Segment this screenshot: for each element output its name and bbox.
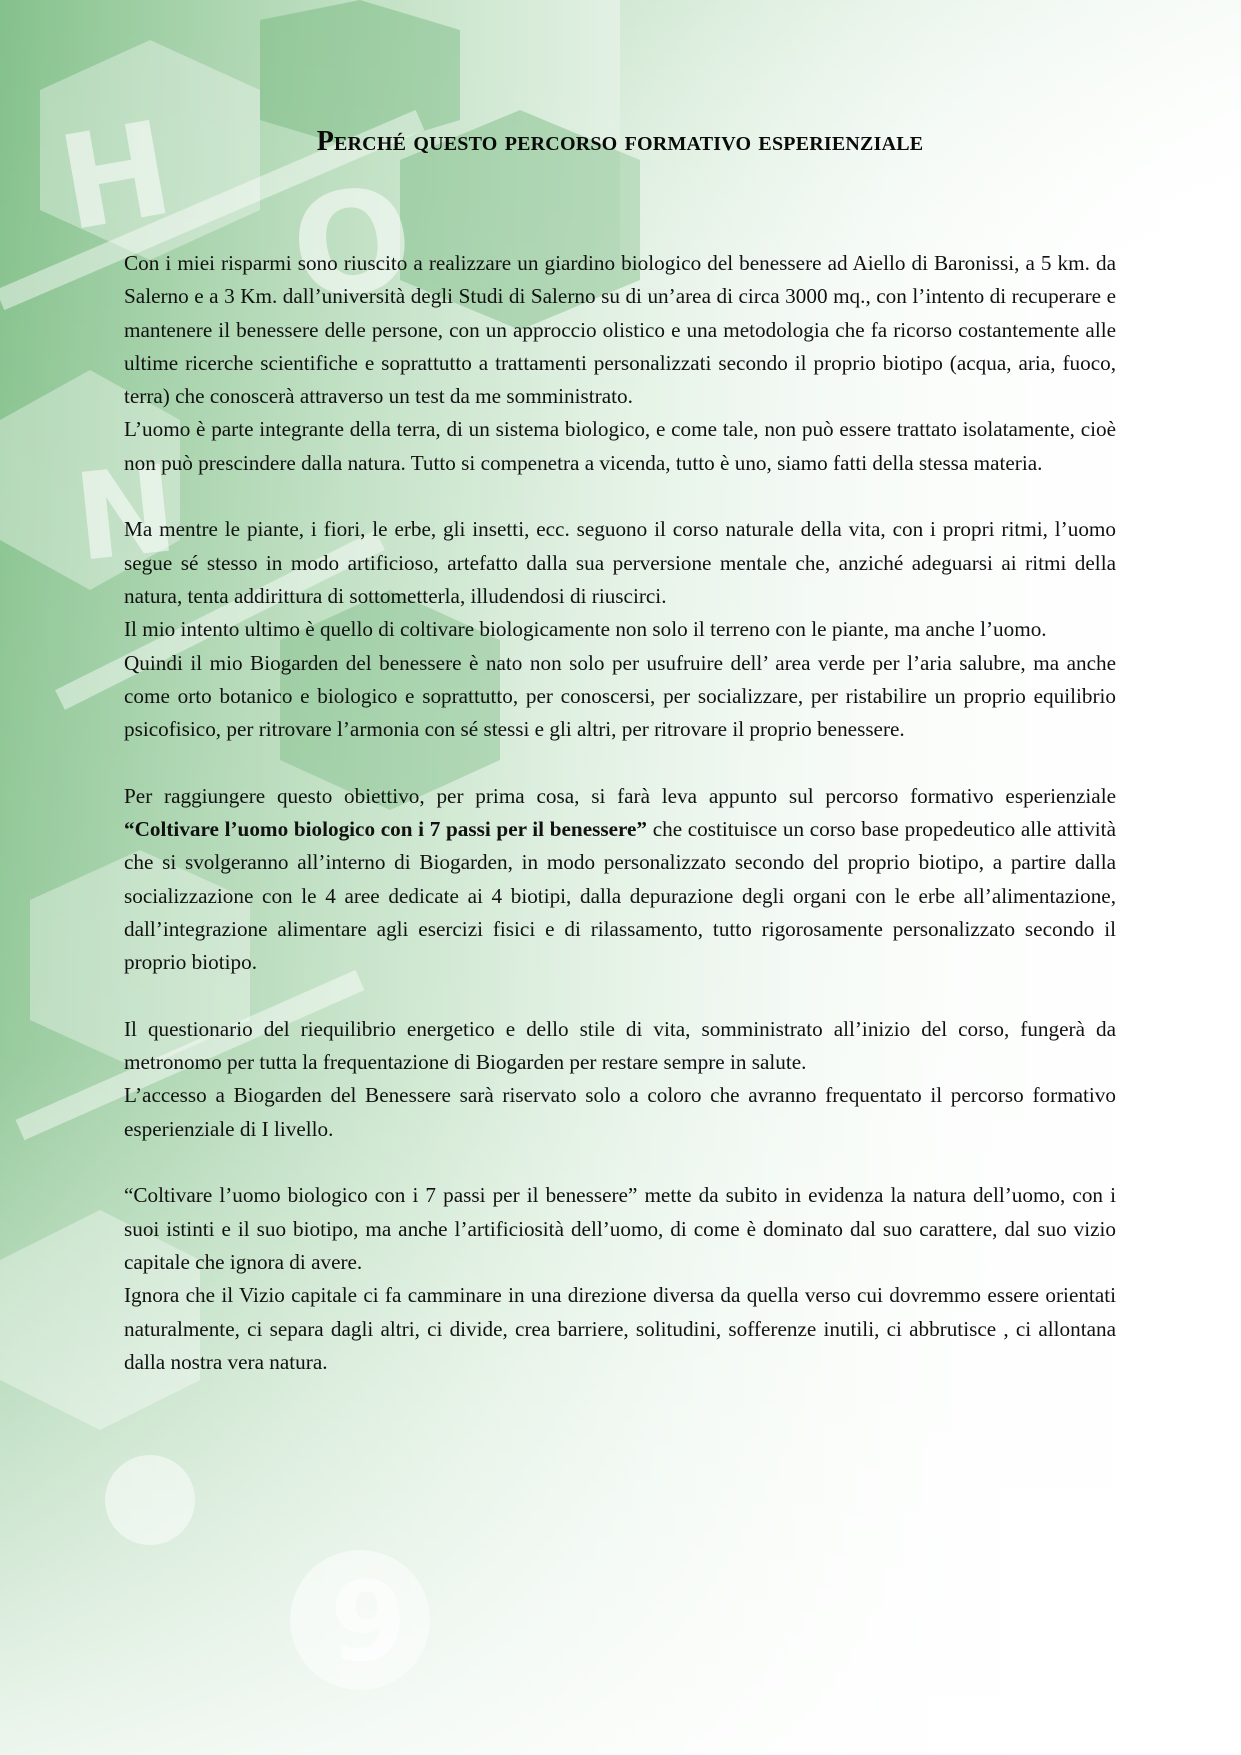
- paragraph-text: Per raggiungere questo obiettivo, per prima cosa, si farà leva appunto sul percorso formativo esperienziale: [124, 783, 1116, 808]
- paragraph: “Coltivare l’uomo biologico con i 7 passi per il benessere” mette da subito in evidenza la natura dell’uomo, con i suoi istinti e il suo biotipo, ma anche l’artificiosità dell’uomo, di come è dominato dal suo carattere, dal suo vizio capitale che ignora di avere.: [124, 1183, 1116, 1274]
- paragraph-text: che costituisce un corso base propedeutico alle attività che si svolgeranno all’interno di Biogarden, in modo personalizzato secondo del proprio biotipo, a partire dalla socializzazione con le 4 aree dedicate ai 4 biotipi, dalla depurazione degli organi con le erbe all’alimentazione, dall’integrazione alimentare agli esercizi fisici e di rilassamento, tutto rigorosamente personalizzato secondo il proprio biotipo.: [124, 817, 1116, 975]
- course-title-bold: “Coltivare l’uomo biologico con i 7 passi per il benessere”: [124, 817, 648, 842]
- paragraph: Quindi il mio Biogarden del benessere è nato non solo per usufruire dell’ area verde per l’aria salubre, ma anche come orto botanico e biologico e soprattutto, per conoscersi, per socializzare, per ristabilire un proprio equilibrio psicofisico, per ritrovare l’armonia con sé stessi e gli altri, per ritrovare il proprio benessere.: [124, 650, 1116, 742]
- paragraph: Il mio intento ultimo è quello di coltivare biologicamente non solo il terreno con le piante, ma anche l’uomo.: [124, 617, 1047, 642]
- paragraph: L’uomo è parte integrante della terra, di un sistema biologico, e come tale, non può essere trattato isolatamente, cioè non può prescindere dalla natura. Tutto si compenetra a vicenda, tutto è uno, siamo fatti della stessa materia.: [124, 417, 1116, 475]
- paragraph: Ignora che il Vizio capitale ci fa camminare in una direzione diversa da quella verso cui dovremmo essere orientati naturalmente, ci separa dagli altri, ci divide, crea barriere, solitudini, sofferenze inutili, ci abbrutisce , ci allontana dalla nostra vera natura.: [124, 1283, 1116, 1374]
- paragraph: L’accesso a Biogarden del Benessere sarà riservato solo a coloro che avranno frequentato il percorso formativo esperienziale di I livello.: [124, 1083, 1116, 1141]
- body-text: [124, 247, 1116, 1379]
- document-page: [124, 0, 1116, 1755]
- page-title: Perché questo percorso formativo esperienziale: [316, 126, 924, 157]
- paragraph: Ma mentre le piante, i fiori, le erbe, gli insetti, ecc. seguono il corso naturale della vita, con i propri ritmi, l’uomo segue sé stesso in modo artificioso, artefatto dalla sua perversione mentale che, anziché adeguarsi ai ritmi della natura, tenta addirittura di sottometterla, illudendosi di riuscirci.: [124, 517, 1116, 608]
- paragraph: Con i miei risparmi sono riuscito a realizzare un giardino biologico del benessere ad Aiello di Baronissi, a 5 km. da Salerno e a 3 Km. dall’università degli Studi di Salerno su di un’area di circa 3000 mq., con l’intento di recuperare e mantenere il benessere delle persone, con un approccio olistico e una metodologia che fa ricorso costantemente alle ultime ricerche scientifiche e soprattutto a trattamenti personalizzati secondo il proprio biotipo (acqua, aria, fuoco, terra) che conoscerà attraverso un test da me somministrato.: [124, 251, 1116, 409]
- paragraph-course-intro: [124, 780, 1116, 980]
- paragraph: Il questionario del riequilibrio energetico e dello stile di vita, somministrato all’inizio del corso, fungerà da metronomo per tutta la frequentazione di Biogarden per restare sempre in salute.: [124, 1016, 1116, 1075]
